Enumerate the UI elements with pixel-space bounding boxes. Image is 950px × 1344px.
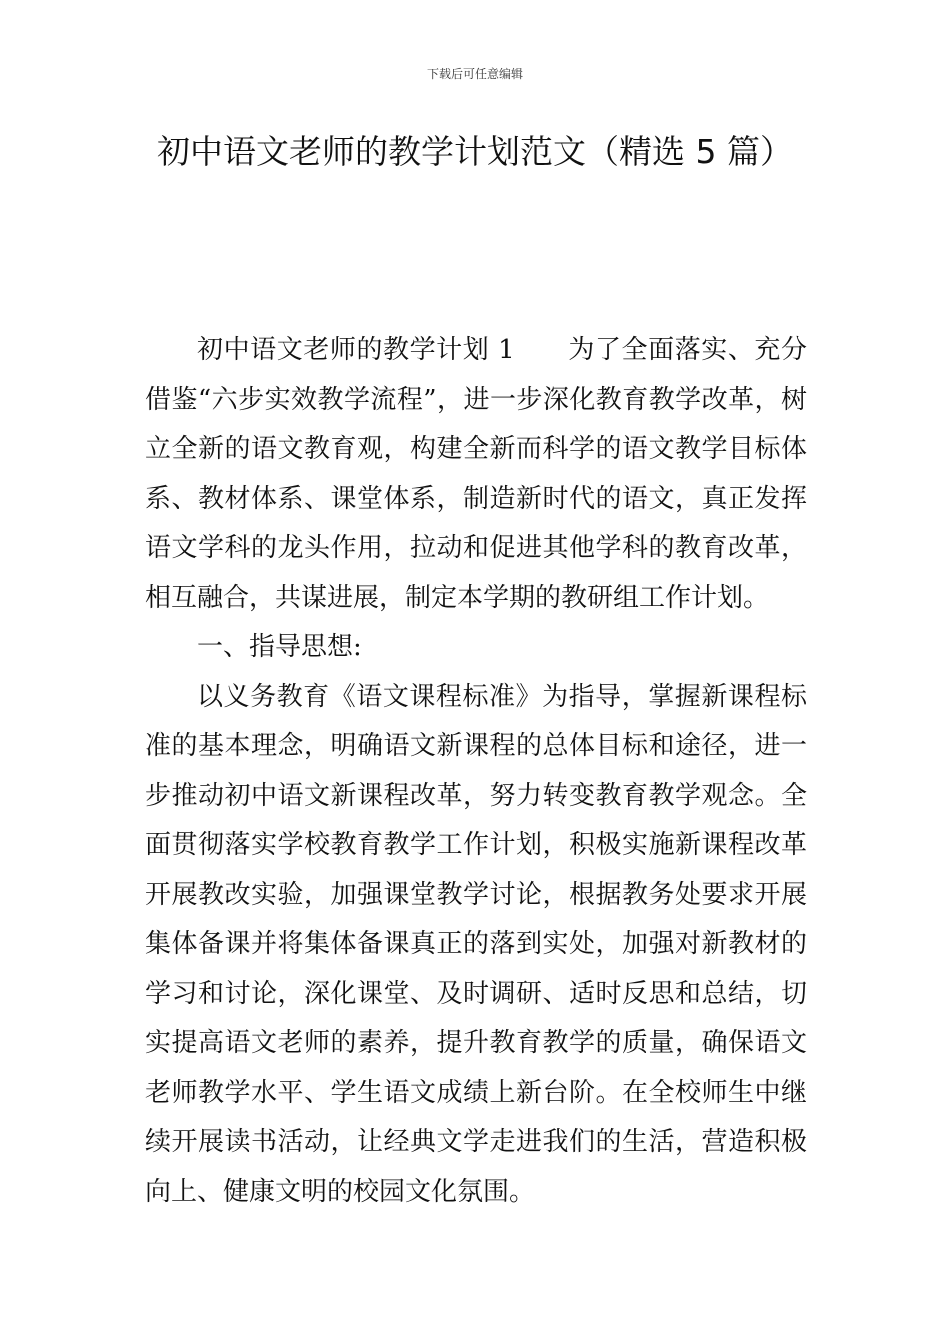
document-body [145, 326, 807, 1217]
paragraph-guiding-ideology: 以义务教育《语文课程标准》为指导，掌握新课程标准的基本理念，明确语文新课程的总体目标和途径，进一步推动初中语文新课程改革，努力转变教育教学观念。全面贯彻落实学校教育教学工作计划，积极实施新课程改革开展教改实验，加强课堂教学讨论，根据教务处要求开展集体备课并将集体备课真正的落到实处，加强对新教材的学习和讨论，深化课堂、及时调研、适时反思和总结，切实提高语文老师的素养，提升教育教学的质量，确保语文老师教学水平、学生语文成绩上新台阶。在全校师生中继续开展读书活动，让经典文学走进我们的生活，营造积极向上、健康文明的校园文化氛围。 [145, 681, 807, 1207]
header-note: 下载后可任意编辑 [426, 67, 523, 81]
document-title: 初中语文老师的教学计划范文（精选 5 篇） [157, 132, 793, 171]
section-heading-guiding-ideology: 一、指导思想: [197, 632, 362, 662]
paragraph-intro: 初中语文老师的教学计划 1 为了全面落实、充分借鉴“六步实效教学流程”，进一步深化教育教学改革，树立全新的语文教育观，构建全新而科学的语文教学目标体系、教材体系、课堂体系，制造新时代的语文，真正发挥语文学科的龙头作用，拉动和促进其他学科的教育改革，相互融合，共谋进展，制定本学期的教研组工作计划。 [145, 335, 807, 613]
